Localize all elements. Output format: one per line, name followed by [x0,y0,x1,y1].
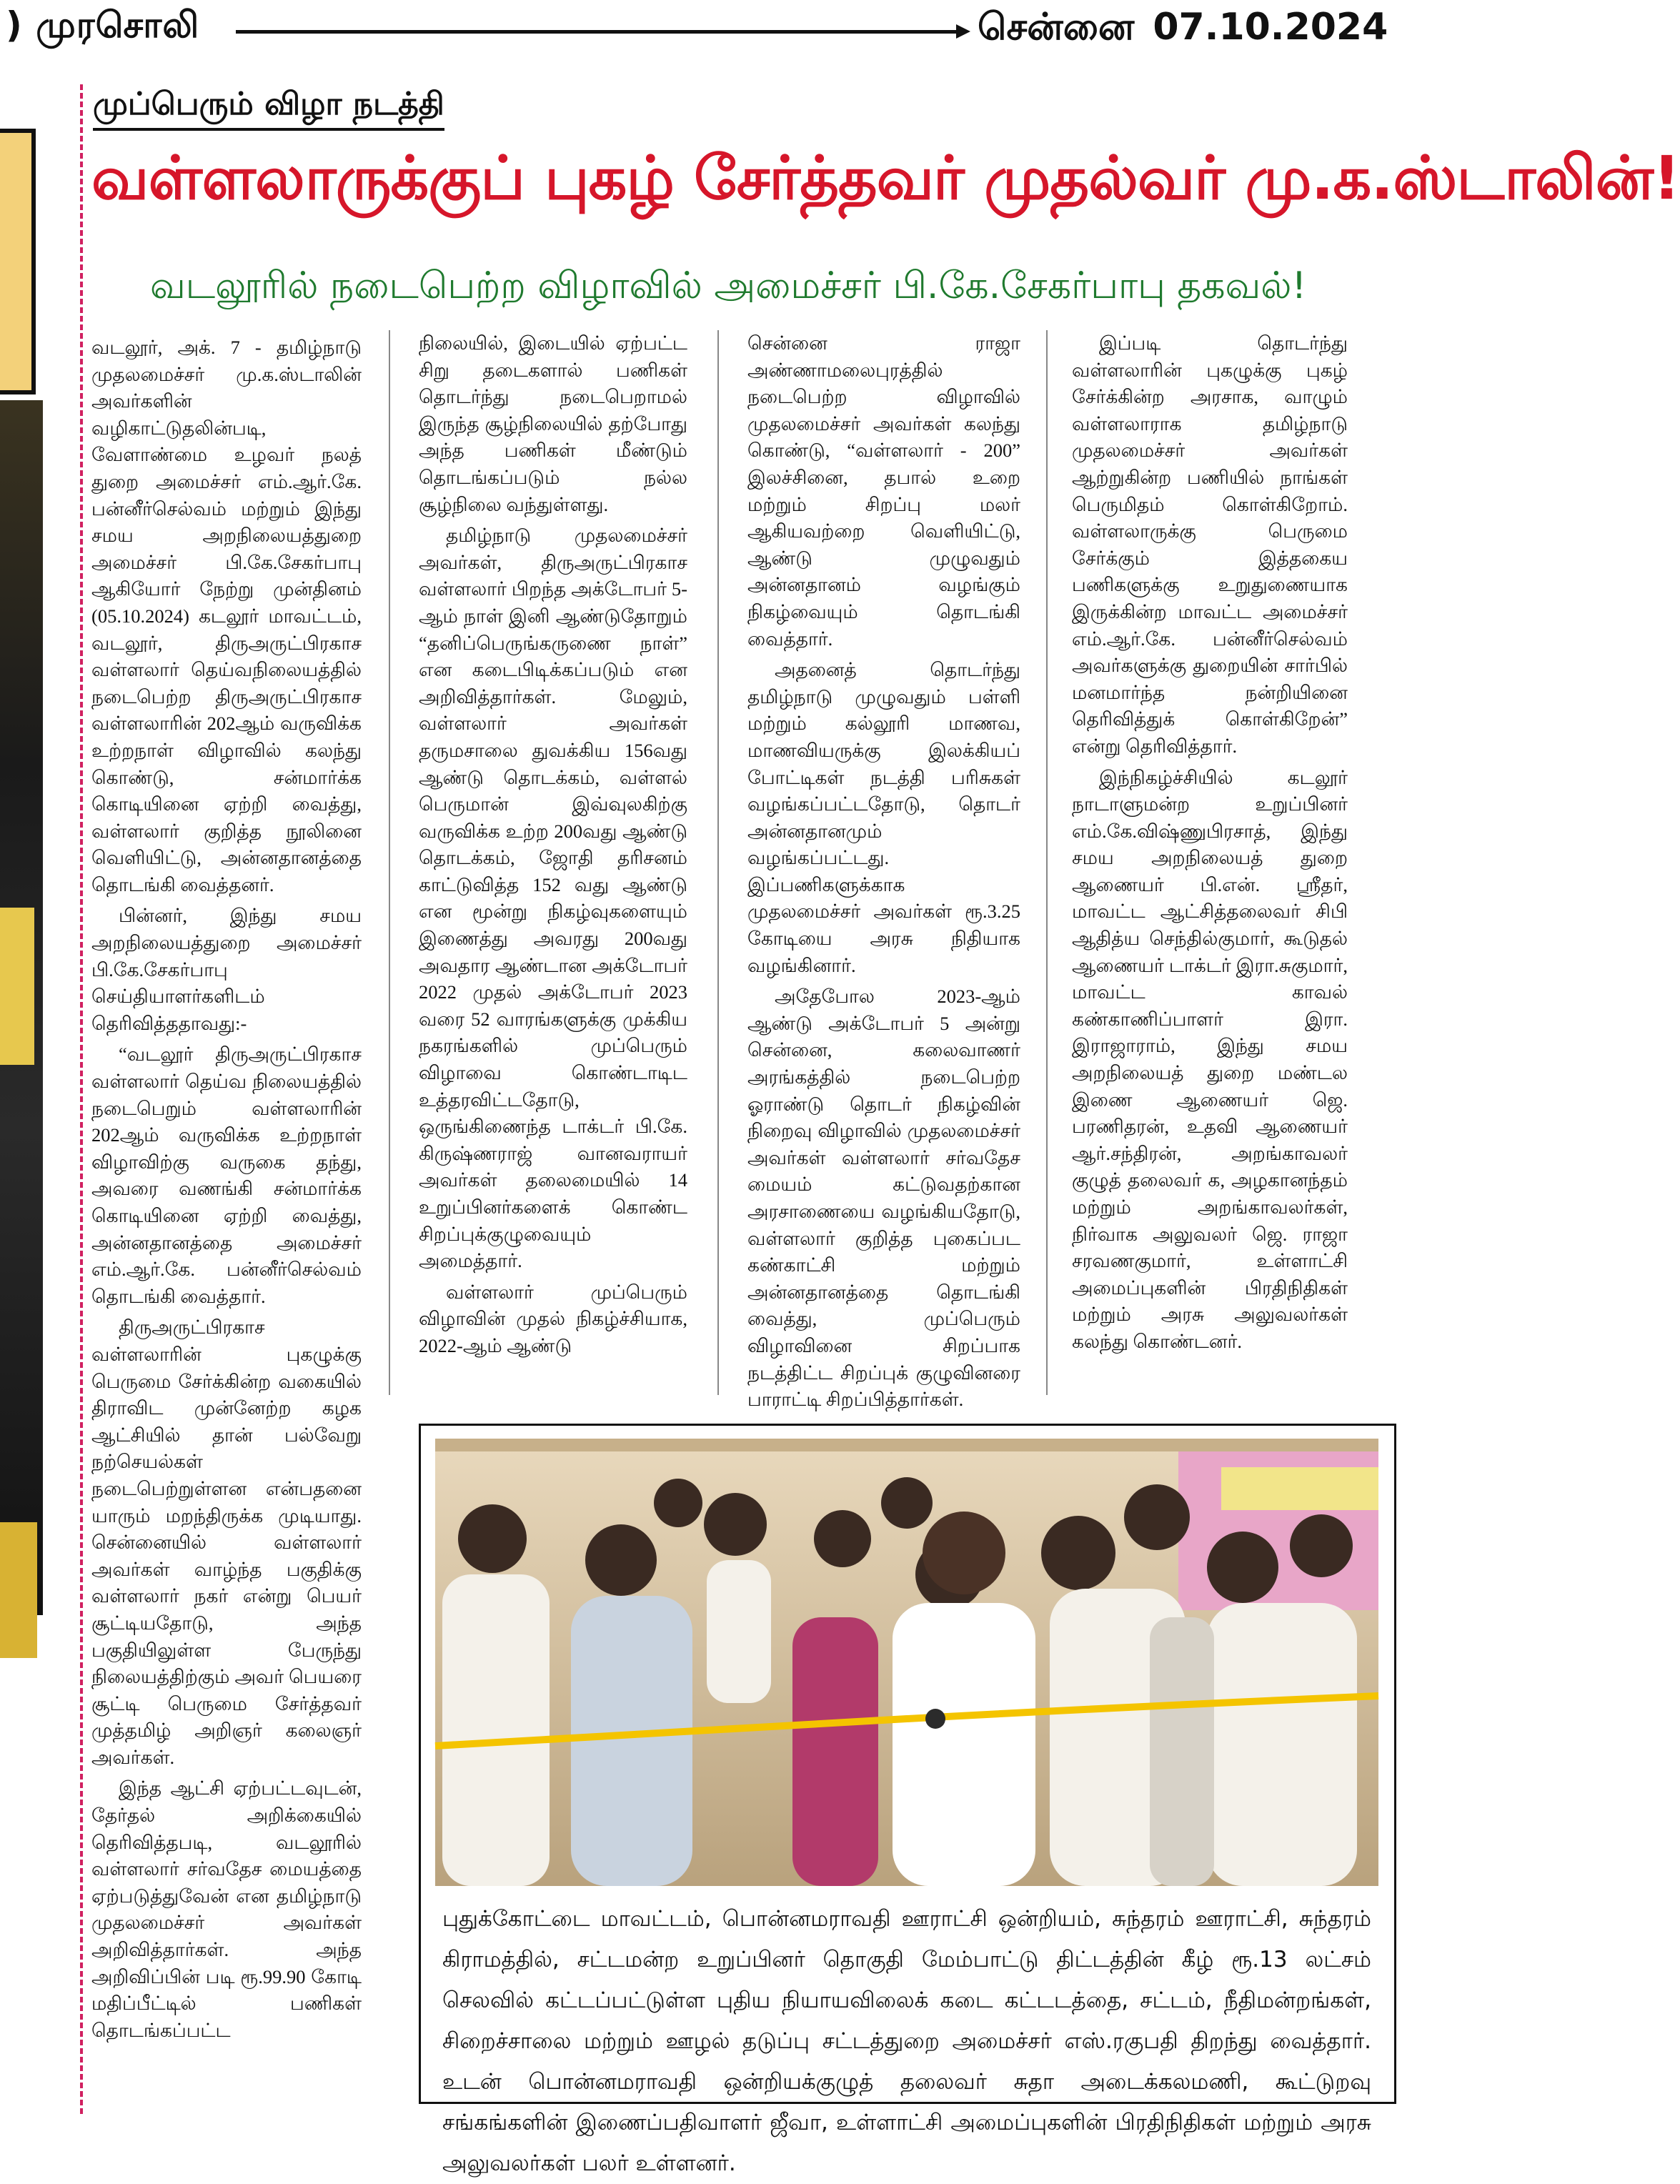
paragraph: அதேபோல 2023-ஆம் ஆண்டு அக்டோபர் 5 அன்று சென்னை, கலைவாணர் அரங்கத்தில் நடைபெற்ற ஓராண்டு தொடர் நிகழ்வின் நிறைவு விழாவில் முதலமைச்சர் அவர்கள் வள்ளலார் சர்வதேச மையம் கட்டுவதற்கான அரசாணையை வழங்கியதோடு, வள்ளலார் குறித்த புகைப்பட கண்காட்சி மற்றும் அன்னதானத்தை தொடங்கி வைத்து, முப்பெரும் விழாவினை சிறப்பாக நடத்திட்ட சிறப்புக் குழுவினரை பாராட்டி சிறப்பித்தார்கள். [747,986,1020,1411]
article-kicker: முப்பெரும் விழா நடத்தி [93,86,444,131]
adjacent-photo-yellow [0,908,34,1065]
article-subheadline: வடலூரில் நடைபெற்ற விழாவில் அமைச்சர் பி.கே.சேகர்பாபு தகவல்! [150,264,1307,307]
paragraph: இந்த ஆட்சி ஏற்பட்டவுடன், தேர்தல் அறிக்கையில் தெரிவித்தபடி, வடலூரில் வள்ளலார் சர்வதேச மையத்தை ஏற்படுத்துவேன் என தமிழ்நாடு முதலமைச்சர் அவர்கள் அறிவித்தார்கள். அந்த அறிவிப்பின் படி ரூ.99.90 கோடி மதிப்பீட்டில் பணிகள் தொடங்கப்பட்ட [91,1777,362,2041]
masthead-rule [236,30,958,34]
paragraph: வள்ளலார் முப்பெரும் விழாவின் முதல் நிகழ்ச்சியாக, 2022-ஆம் ஆண்டு [419,1281,687,1356]
paragraph: இப்படி தொடர்ந்து வள்ளலாரின் புகழுக்கு புகழ் சேர்க்கின்ற அரசாக, வாழும் வள்ளலாராக தமிழ்நாடு முதலமைச்சர் அவர்கள் ஆற்றுகின்ற பணியில் நாங்கள் பெருமிதம் கொள்கிறோம். வள்ளலாருக்கு பெருமை சேர்க்கும் இத்தகைய பணிகளுக்கு உறுதுணையாக இருக்கின்ற மாவட்ட அமைச்சர் எம்.ஆர்.கே. பன்னீர்செல்வம் அவர்களுக்கு துறையின் சார்பில் மனமார்ந்த நன்றியினை தெரிவித்துக் கொள்கிறேன்” என்று தெரிவித்தார். [1072,332,1348,757]
article-column-2 [419,330,687,1395]
paragraph: சென்னை ராஜா அண்ணாமலைபுரத்தில் நடைபெற்ற விழாவில் முதலமைச்சர் அவர்கள் கலந்து கொண்டு, “வள்ளலார் - 200” இலச்சினை, தபால் உறை மற்றும் சிறப்பு மலர் ஆகியவற்றை வெளியிட்டு, ஆண்டு முழுவதும் அன்னதானம் வழங்கும் நிகழ்வையும் தொடங்கி வைத்தார். [747,332,1020,650]
paragraph: அதனைத் தொடர்ந்து தமிழ்நாடு முழுவதும் பள்ளி மற்றும் கல்லூரி மாணவ, மாணவியருக்கு இலக்கியப் போட்டிகள் நடத்தி பரிசுகள் வழங்கப்பட்டதோடு, தொடர் அன்னதானமும் வழங்கப்பட்டது. இப்பணிகளுக்காக முதலமைச்சர் அவர்கள் ரூ.3.25 கோடியை அரசு நிதியாக வழங்கினார். [747,659,1020,976]
news-photo-box [419,1424,1396,2176]
ribbon-cutting-photo [435,1439,1378,1886]
photo-caption: புதுக்கோட்டை மாவட்டம், பொன்னமராவதி ஊராட்சி ஒன்றியம், சுந்தரம் ஊராட்சி, சுந்தரம் கிராமத்தில், சட்டமன்ற உறுப்பினர் தொகுதி மேம்பாட்டு திட்டத்தின் கீழ் ரூ.13 லட்சம் செலவில் கட்டப்பட்டுள்ள புதிய நியாயவிலைக் கடை கட்டடத்தை, சட்டம், நீதிமன்றங்கள், சிறைச்சாலை மற்றும் ஊழல் தடுப்பு சட்டத்துறை அமைச்சர் எஸ்.ரகுபதி திறந்து வைத்தார். உடன் பொன்னமராவதி ஒன்றியக்குழுத் தலைவர் சுதா அடைக்கலமணி, கூட்டுறவு சங்கங்களின் இணைப்பதிவாளர் ஜீவா, உள்ளாட்சி அமைப்புகளின் பிரதிநிதிகள் மற்றும் அரசு அலுவலர்கள் பலர் உள்ளனர். [442,1906,1371,2176]
column-rule [1046,330,1048,1395]
paragraph: வடலூர், அக். 7 - தமிழ்நாடு முதலமைச்சர் மு.க.ஸ்டாலின் அவர்களின் வழிகாட்டுதலின்படி, வேளாண்மை உழவர் நலத் துறை அமைச்சர் எம்.ஆர்.கே. பன்னீர்செல்வம் மற்றும் இந்து சமய அறநிலையத்துறை அமைச்சர் பி.கே.சேகர்பாபு ஆகியோர் நேற்று முன்தினம் (05.10.2024) கடலூர் மாவட்டம், வடலூர், திருஅருட்பிரகாச வள்ளலார் தெய்வநிலையத்தில் நடைபெற்ற திருஅருட்பிரகாச வள்ளலாரின் 202ஆம் வருவிக்க உற்றநாள் விழாவில் கலந்து கொண்டு, சன்மார்க்க கொடியினை ஏற்றி வைத்து, வள்ளலார் குறித்த நூலினை வெளியிட்டு, அன்னதானத்தை தொடங்கி வைத்தனர். [91,337,362,895]
adjacent-photo-yellow-lower [0,1522,37,1658]
paragraph: இந்நிகழ்ச்சியில் கடலூர் நாடாளுமன்ற உறுப்பினர் எம்.கே.விஷ்ணுபிரசாத், இந்து சமய அறநிலையத் துறை ஆணையர் பி.என். ஸ்ரீதர், மாவட்ட ஆட்சித்தலைவர் சிபி ஆதித்ய செந்தில்குமார், கூடுதல் ஆணையர் டாக்டர் இரா.சுகுமார், மாவட்ட காவல் கண்காணிப்பாளர் இரா. இராஜாராம், இந்து சமய அறநிலையத் துறை மண்டல இணை ஆணையர் ஜெ. பரணிதரன், உதவி ஆணையர் ஆர்.சந்திரன், அறங்காவலர் குழுத் தலைவர் க, அழகானந்தம் மற்றும் அறங்காவலர்கள், நிர்வாக அலுவலர் ஜெ. ராஜா சரவணகுமார், உள்ளாட்சி அமைப்புகளின் பிரதிநிதிகள் மற்றும் அரசு அலுவலர்கள் கலந்து கொண்டனர். [1072,766,1348,1352]
article-column-3 [747,330,1020,1411]
paragraph: பின்னர், இந்து சமய அறநிலையத்துறை அமைச்சர் பி.கே.சேகர்பாபு செய்தியாளர்களிடம் தெரிவித்ததாவது:- [91,905,362,1034]
adjacent-photo-top [0,129,36,394]
paragraph: தமிழ்நாடு முதலமைச்சர் அவர்கள், திருஅருட்பிரகாச வள்ளலார் பிறந்த அக்டோபர் 5-ஆம் நாள் இனி ஆண்டுதோறும் “தனிப்பெருங்கருணை நாள்” என கடைபிடிக்கப்படும் என அறிவித்தார்கள். மேலும், வள்ளலார் அவர்கள் தருமசாலை துவக்கிய 156வது ஆண்டு தொடக்கம், வள்ளல் பெருமான் இவ்வுலகிற்கு வருவிக்க உற்ற 200வது ஆண்டு தொடக்கம், ஜோதி தரிசனம் காட்டுவித்த 152 வது ஆண்டு என மூன்று நிகழ்வுகளையும் இணைத்து அவரது 200வது அவதார ஆண்டான அக்டோபர் 2022 முதல் அக்டோபர் 2023 வரை 52 வாரங்களுக்கு முக்கிய நகரங்களில் முப்பெரும் விழாவை கொண்டாடிட உத்தரவிட்டதோடு, ஒருங்கிணைந்த டாக்டர் பி.கே. கிருஷ்ணராஜ் வானவராயர் அவர்கள் தலைமையில் 14 உறுப்பினர்களைக் கொண்ட சிறப்புக்குழுவையும் அமைத்தார். [419,525,687,1272]
adjacent-article-crop [0,86,74,2114]
masthead-arrow-icon [956,24,970,39]
article-column-4 [1072,330,1348,1395]
edition-date: 07.10.2024 [1153,6,1388,49]
column-rule [717,330,719,1395]
article-headline: வள்ளலாருக்குப் புகழ் சேர்த்தவர் முதல்வர் மு.க.ஸ்டாலின்! [91,143,1680,213]
masthead [0,0,1399,69]
ribbon-cutting-illustration [435,1439,1378,1886]
article-column-1 [91,334,362,2107]
newspaper-name: ) முரசொலி [6,4,200,46]
paragraph: “வடலூர் திருஅருட்பிரகாச வள்ளலார் தெய்வ நிலையத்தில் நடைபெறும் வள்ளலாரின் 202ஆம் வருவிக்க உற்றநாள் விழாவிற்கு வருகை தந்து, அவரை வணங்கி சன்மார்க்க கொடியினை ஏற்றி வைத்து, அன்னதானத்தை அமைச்சர் எம்.ஆர்.கே. பன்னீர்செல்வம் தொடங்கி வைத்தார். [91,1043,362,1307]
column-divider-dashed [80,84,83,2114]
paragraph: நிலையில், இடையில் ஏற்பட்ட சிறு தடைகளால் பணிகள் தொடர்ந்து நடைபெறாமல் இருந்த சூழ்நிலையில் தற்போது அந்த பணிகள் மீண்டும் தொடங்கப்படும் நல்ல சூழ்நிலை வந்துள்ளது. [419,332,687,515]
dateline [978,6,1388,54]
paragraph: திருஅருட்பிரகாச வள்ளலாரின் புகழுக்கு பெருமை சேர்க்கின்ற வகையில் திராவிட முன்னேற்ற கழக ஆட்சியில் தான் பல்வேறு நற்செயல்கள் நடைபெற்றுள்ளன என்பதனை யாரும் மறந்திருக்க முடியாது. சென்னையில் வள்ளலார் அவர்கள் வாழ்ந்த பகுதிக்கு வள்ளலார் நகர் என்று பெயர் சூட்டியதோடு, அந்த பகுதியிலுள்ள பேருந்து நிலையத்திற்கும் அவர் பெயரை சூட்டி பெருமை சேர்த்தவர் முத்தமிழ் அறிஞர் கலைஞர் அவர்கள். [91,1316,362,1768]
edition-city: சென்னை [978,6,1135,49]
column-rule [389,330,390,1395]
